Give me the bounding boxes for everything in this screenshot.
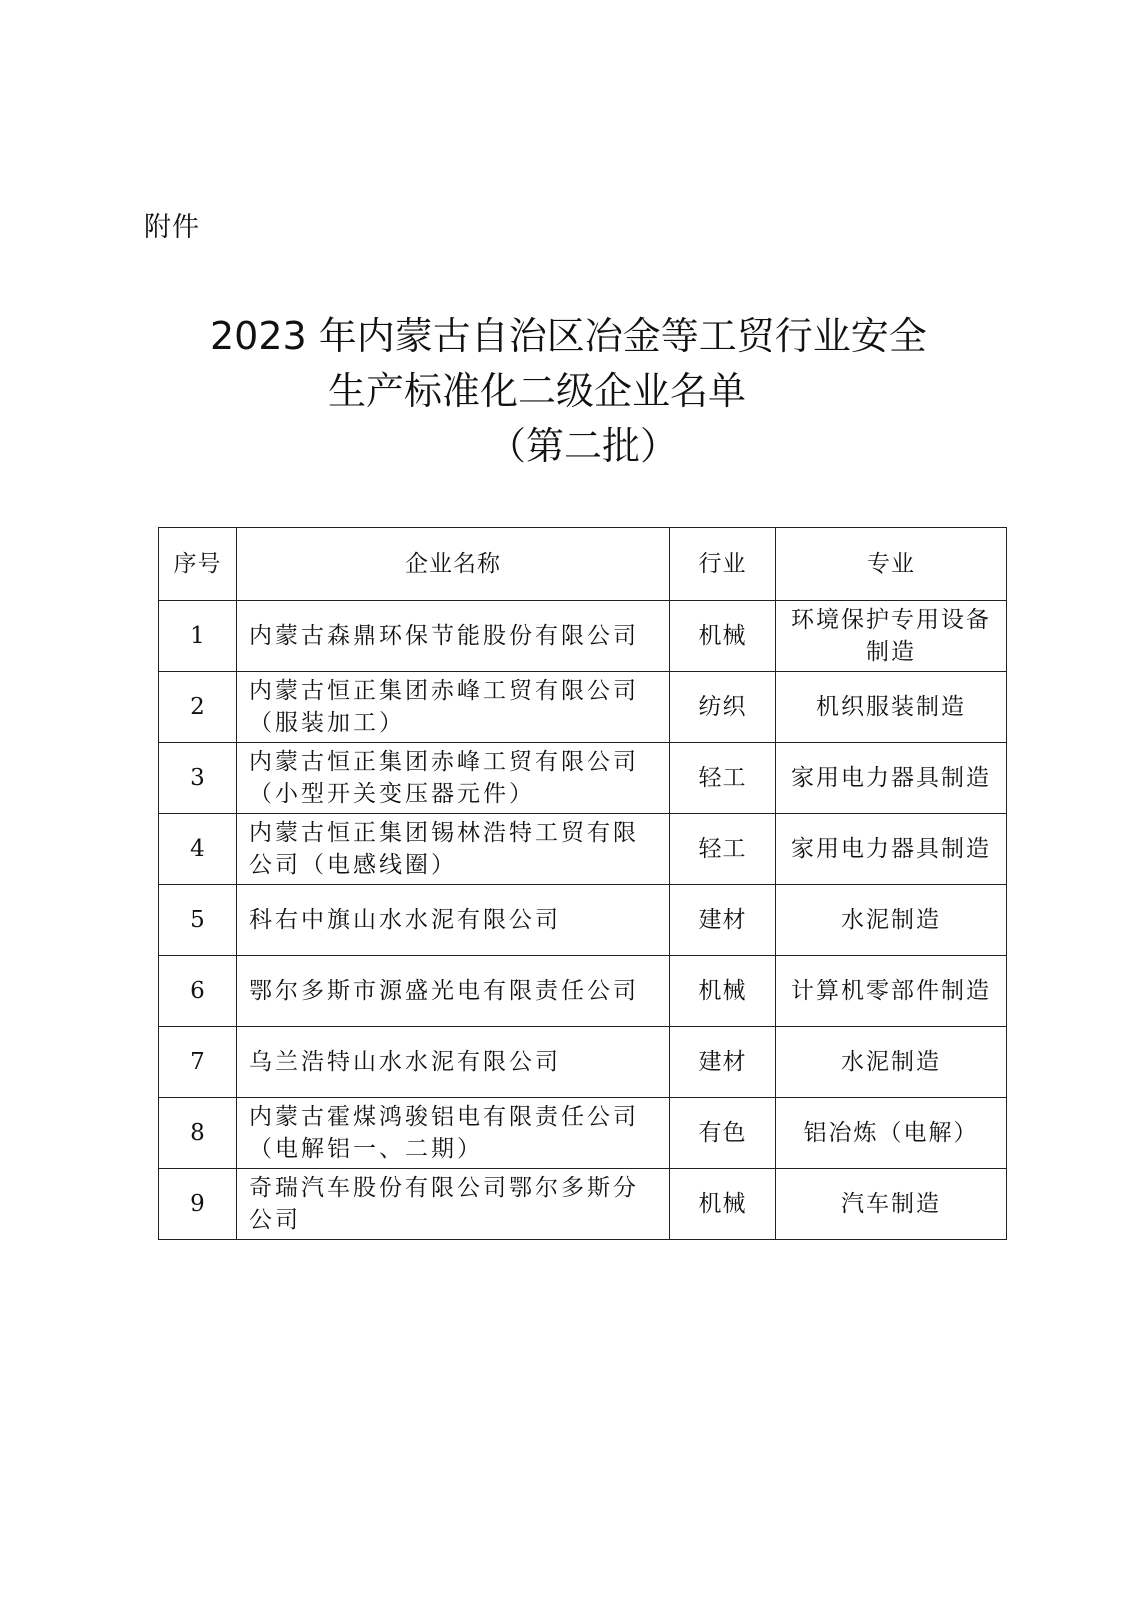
table-row xyxy=(159,601,1007,672)
table-row xyxy=(159,1098,1007,1169)
row-specialty: 铝冶炼（电解） xyxy=(776,1098,1007,1169)
attachment-label: 附件 xyxy=(144,212,200,243)
table-row xyxy=(159,1169,1007,1240)
header-enterprise-name: 企业名称 xyxy=(237,528,670,601)
row-enterprise-name: 内蒙古恒正集团赤峰工贸有限公司（服装加工） xyxy=(237,672,670,743)
row-specialty: 机织服装制造 xyxy=(776,672,1007,743)
table-header-row xyxy=(159,528,1007,601)
row-specialty: 水泥制造 xyxy=(776,885,1007,956)
header-index: 序号 xyxy=(159,528,237,601)
table-row xyxy=(159,1027,1007,1098)
row-industry: 机械 xyxy=(670,601,776,672)
row-index: 8 xyxy=(159,1098,237,1169)
row-enterprise-name: 科右中旗山水水泥有限公司 xyxy=(237,885,670,956)
row-specialty: 家用电力器具制造 xyxy=(776,814,1007,885)
row-enterprise-name: 鄂尔多斯市源盛光电有限责任公司 xyxy=(237,956,670,1027)
table-row xyxy=(159,672,1007,743)
row-enterprise-name: 乌兰浩特山水水泥有限公司 xyxy=(237,1027,670,1098)
row-enterprise-name: 内蒙古恒正集团赤峰工贸有限公司（小型开关变压器元件） xyxy=(237,743,670,814)
row-enterprise-name: 内蒙古霍煤鸿骏铝电有限责任公司（电解铝一、二期） xyxy=(237,1098,670,1169)
row-specialty: 水泥制造 xyxy=(776,1027,1007,1098)
row-industry: 建材 xyxy=(670,1027,776,1098)
row-industry: 机械 xyxy=(670,956,776,1027)
row-enterprise-name: 奇瑞汽车股份有限公司鄂尔多斯分公司 xyxy=(237,1169,670,1240)
row-index: 3 xyxy=(159,743,237,814)
table-row xyxy=(159,956,1007,1027)
row-industry: 建材 xyxy=(670,885,776,956)
table-row xyxy=(159,814,1007,885)
row-index: 7 xyxy=(159,1027,237,1098)
header-industry: 行业 xyxy=(670,528,776,601)
row-index: 4 xyxy=(159,814,237,885)
enterprise-list-table xyxy=(158,527,1007,1240)
row-index: 1 xyxy=(159,601,237,672)
row-enterprise-name: 内蒙古恒正集团锡林浩特工贸有限公司（电感线圈） xyxy=(237,814,670,885)
row-industry: 纺织 xyxy=(670,672,776,743)
document-title-line-2: 生产标准化二级企业名单 xyxy=(328,369,747,413)
row-index: 2 xyxy=(159,672,237,743)
header-specialty: 专业 xyxy=(776,528,1007,601)
row-enterprise-name: 内蒙古森鼎环保节能股份有限公司 xyxy=(237,601,670,672)
row-industry: 机械 xyxy=(670,1169,776,1240)
document-title-line-1: 2023 年内蒙古自治区冶金等工贸行业安全 xyxy=(210,314,927,358)
row-index: 9 xyxy=(159,1169,237,1240)
table-row xyxy=(159,885,1007,956)
table-row xyxy=(159,743,1007,814)
row-industry: 轻工 xyxy=(670,743,776,814)
row-industry: 轻工 xyxy=(670,814,776,885)
row-specialty: 家用电力器具制造 xyxy=(776,743,1007,814)
row-index: 5 xyxy=(159,885,237,956)
row-specialty: 环境保护专用设备制造 xyxy=(776,601,1007,672)
document-title-line-3: （第二批） xyxy=(488,424,679,468)
row-specialty: 计算机零部件制造 xyxy=(776,956,1007,1027)
row-industry: 有色 xyxy=(670,1098,776,1169)
row-index: 6 xyxy=(159,956,237,1027)
row-specialty: 汽车制造 xyxy=(776,1169,1007,1240)
